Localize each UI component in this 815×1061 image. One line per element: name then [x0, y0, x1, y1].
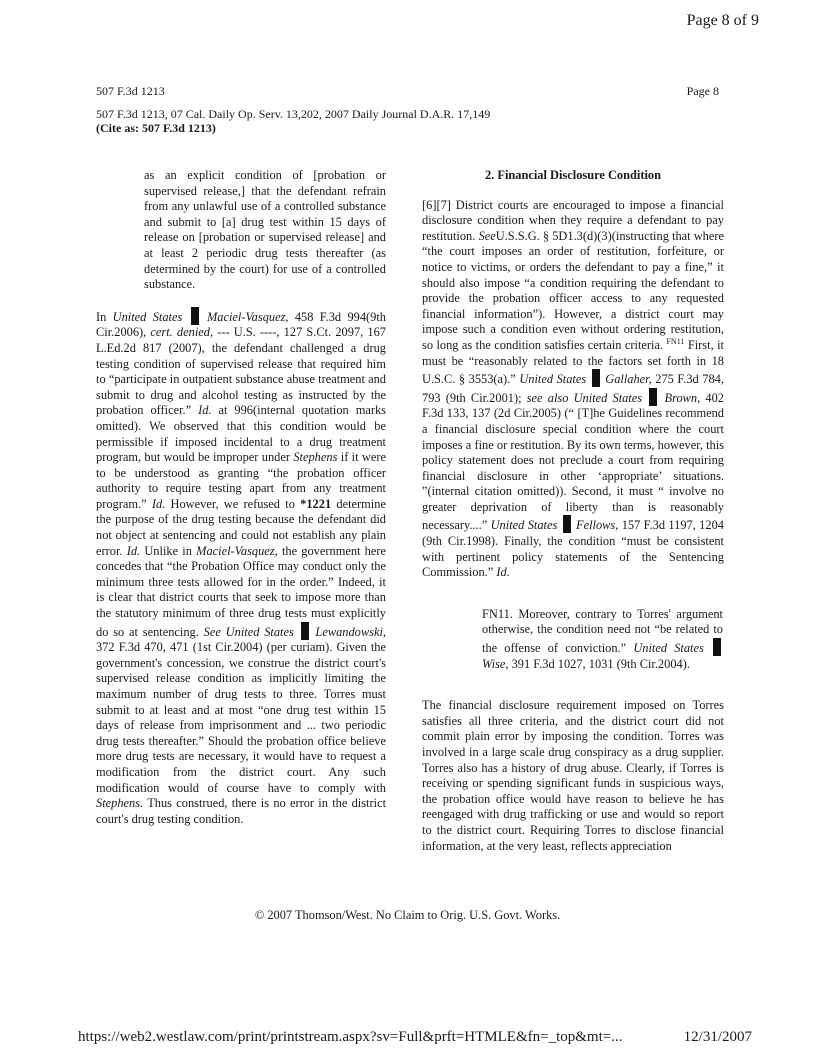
- case-name: Maciel-Vasquez,: [206, 309, 289, 324]
- redaction-mark: [649, 388, 657, 406]
- case-name: United States: [112, 309, 183, 324]
- section-heading: 2. Financial Disclosure Condition: [484, 168, 662, 182]
- page-count: Page 8 of 9: [686, 12, 759, 29]
- body-paragraph: In United States Maciel-Vasquez, 458 F.3d 994(9th Cir.2006), cert. denied, --- U.S. ----, 127 S.Ct. 2097, 167 L.Ed.2d 817 (2007), the defendant challenged a drug testing condition of supervised release that required him to “participate in outpatient substance abuse treatment and submit to drug and alcohol testing as instructed by the probation officer.” Id. at 996(internal quotation marks omitted). We observed that this condition would be permissible if imposed incidental to a drug treatment program, but would be improper under Stephens if it were to be understood as granting “the probation officer authority to require testing apart from any treatment program.” Id. However, we refused to *1221 determine the purpose of the drug testing because the defendant did not object at sentencing and could not establish any plain error. Id. Unlike in Maciel-Vasquez, the government here concedes that “the Probation Office may conduct only the minimum three tests allowed for in the order.” Indeed, it is clear that district courts that seek to impose more than the statutory minimum of three drug tests must explicitly do so at sentencing. See United States Lewandowski, 372 F.3d 470, 471 (1st Cir.2004) (per curiam). Given the government's concession, we construe the district court's supervised release condition as implicitly limiting the maximum number of drug tests to three. Torres must submit to at least and at most “one drug test within 15 days of release from imprisonment and ... two periodic drug tests thereafter.” Should the probation office believe more drug tests are necessary, it would have to request a modification from the district court. Any such modification would of course have to comply with Stephens. Thus construed, there is no error in the district court's drug testing condition.: [96, 307, 386, 828]
- footnote-ref[interactable]: FN11: [666, 336, 685, 346]
- citation-block: [96, 107, 696, 135]
- redaction-mark: [301, 622, 309, 640]
- footnote: FN11. Moreover, contrary to Torres' argument otherwise, the condition need not “be related to the offense of conviction.” United States Wise, 391 F.3d 1027, 1031 (9th Cir.2004).: [482, 606, 723, 671]
- print-date: 12/31/2007: [683, 1029, 752, 1045]
- running-citation: 507 F.3d 1213: [96, 84, 165, 98]
- print-url[interactable]: https://web2.westlaw.com/print/printstream.aspx?sv=Full&prft=HTMLE&fn=_top&mt=...: [78, 1029, 623, 1045]
- cite-as: (Cite as: 507 F.3d 1213): [96, 121, 216, 135]
- left-column: [96, 168, 386, 827]
- copyright: © 2007 Thomson/West. No Claim to Orig. U.S. Govt. Works.: [254, 908, 561, 922]
- block-quote: as an explicit condition of [probation or supervised release,] that the defendant refrain from any unlawful use of a controlled substance and submit to [a] drug test within 15 days of release on [probation or supervised release] and at least 2 periodic drug tests thereafter (as determined by the court) for use of a controlled substance.: [144, 168, 386, 292]
- redaction-mark: [563, 515, 571, 533]
- redaction-mark: [713, 638, 721, 656]
- page-label: Page 8: [686, 84, 719, 98]
- right-column: [422, 168, 724, 854]
- star-page: *1221: [300, 496, 332, 511]
- parallel-citation: 507 F.3d 1213, 07 Cal. Daily Op. Serv. 13,202, 2007 Daily Journal D.A.R. 17,149: [96, 107, 491, 121]
- body-paragraph: The financial disclosure requirement imposed on Torres satisfies all three criteria, and the district court did not commit plain error by imposing the condition. Torres was involved in a large scale drug conspiracy as a drug supplier. Torres also has a history of drug abuse. Clearly, if Torres is receiving or spending significant funds in suspicious ways, the probation office would have reason to believe he has reengaged with drug trafficking or use and would so report to the district court. Requiring Torres to disclose financial information, at the very least, reflects appreciation: [422, 698, 724, 853]
- redaction-mark: [191, 307, 199, 325]
- redaction-mark: [592, 369, 600, 387]
- body-paragraph: [6][7] District courts are encouraged to impose a financial disclosure condition when they require a defendant to pay restitution. SeeU.S.S.G. § 5D1.3(d)(3)(instructing that where “the court imposes an order of restitution, forfeiture, or notice to victims, or orders the defendant to pay a fine,” it should also impose “a condition requiring the defendant to provide the probation officer access to any requested financial information”). However, a district court may impose such a condition even without ordering restitution, so long as the condition satisfies certain criteria. $^{FN11}$ First, it must be “reasonably related to the factors set forth in 18 U.S.C. § 3553(a).” United States Gallaher, 275 F.3d 784, 793 (9th Cir.2001); see also United States Brown, 402 F.3d 133, 137 (2d Cir.2005) (“ [T]he Guidelines recommend a financial disclosure special condition where the court imposes a fine or restitution. By its own terms, however, this policy statement does not preclude a court from requiring financial disclosure in other ‘appropriate’ situations. ”(internal citation omitted)). Second, it must “ involve no greater deprivation of liberty than is reasonably necessary....” United States Fellows, 157 F.3d 1197, 1204 (9th Cir.1998). Finally, the condition “must be consistent with pertinent policy statements of the Sentencing Commission.” Id.: [422, 197, 724, 580]
